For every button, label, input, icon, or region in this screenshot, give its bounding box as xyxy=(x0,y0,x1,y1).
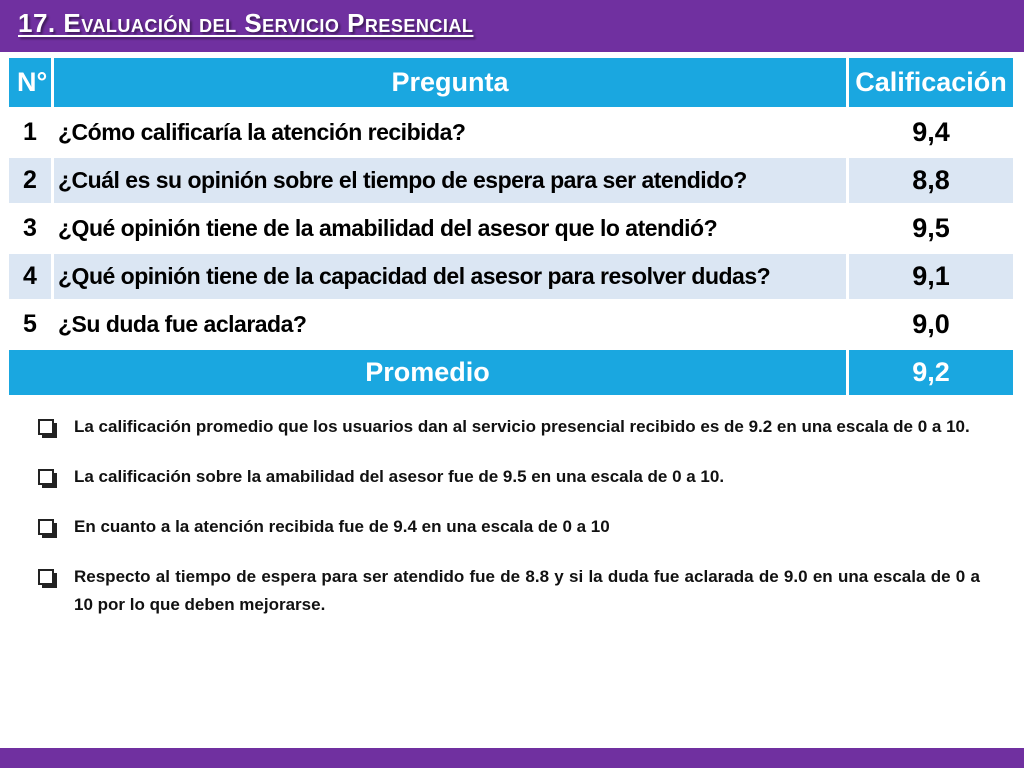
results-table xyxy=(6,55,1016,398)
bullet-text: En cuanto a la atención recibida fue de 9.4 en una escala de 0 a 10 xyxy=(74,517,610,536)
row-question: ¿Cuál es su opinión sobre el tiempo de espera para ser atendido? xyxy=(54,158,846,203)
table-row xyxy=(9,110,1013,155)
bullet-item xyxy=(36,513,980,541)
checkbox-bullet-icon xyxy=(38,419,54,435)
row-question: ¿Qué opinión tiene de la amabilidad del asesor que lo atendió? xyxy=(54,206,846,251)
bullet-text: La calificación sobre la amabilidad del asesor fue de 9.5 en una escala de 0 a 10. xyxy=(74,467,725,486)
checkbox-bullet-icon xyxy=(38,569,54,585)
average-value: 9,2 xyxy=(849,350,1013,395)
table-row xyxy=(9,254,1013,299)
average-label: Promedio xyxy=(9,350,846,395)
bullet-item xyxy=(36,463,980,491)
bullet-item xyxy=(36,563,980,619)
table-header-row xyxy=(9,58,1013,107)
bottom-bar xyxy=(0,748,1024,768)
row-number: 1 xyxy=(9,110,51,155)
title-bar xyxy=(0,0,1024,52)
row-rating: 8,8 xyxy=(849,158,1013,203)
row-number: 3 xyxy=(9,206,51,251)
checkbox-bullet-icon xyxy=(38,469,54,485)
row-number: 5 xyxy=(9,302,51,347)
row-rating: 9,4 xyxy=(849,110,1013,155)
table-row xyxy=(9,158,1013,203)
bullet-text: La calificación promedio que los usuarios dan al servicio presencial recibido es de 9.2 en una escala de 0 a 10. xyxy=(74,417,970,436)
bullet-item xyxy=(36,413,980,441)
row-question: ¿Cómo calificaría la atención recibida? xyxy=(54,110,846,155)
header-rating: Calificación xyxy=(849,58,1013,107)
bullet-list xyxy=(36,413,980,619)
row-number: 4 xyxy=(9,254,51,299)
row-rating: 9,5 xyxy=(849,206,1013,251)
header-number: N° xyxy=(9,58,51,107)
table-row xyxy=(9,302,1013,347)
row-number: 2 xyxy=(9,158,51,203)
row-question: ¿Qué opinión tiene de la capacidad del asesor para resolver dudas? xyxy=(54,254,846,299)
row-rating: 9,1 xyxy=(849,254,1013,299)
bullet-text: Respecto al tiempo de espera para ser atendido fue de 8.8 y si la duda fue aclarada de 9.0 en una escala de 0 a 10 por lo que deben mejorarse. xyxy=(74,567,980,614)
row-question: ¿Su duda fue aclarada? xyxy=(54,302,846,347)
table-row xyxy=(9,206,1013,251)
row-rating: 9,0 xyxy=(849,302,1013,347)
average-row xyxy=(9,350,1013,395)
checkbox-bullet-icon xyxy=(38,519,54,535)
header-question: Pregunta xyxy=(54,58,846,107)
slide-title: 17. Evaluación del Servicio Presencial xyxy=(18,8,474,38)
